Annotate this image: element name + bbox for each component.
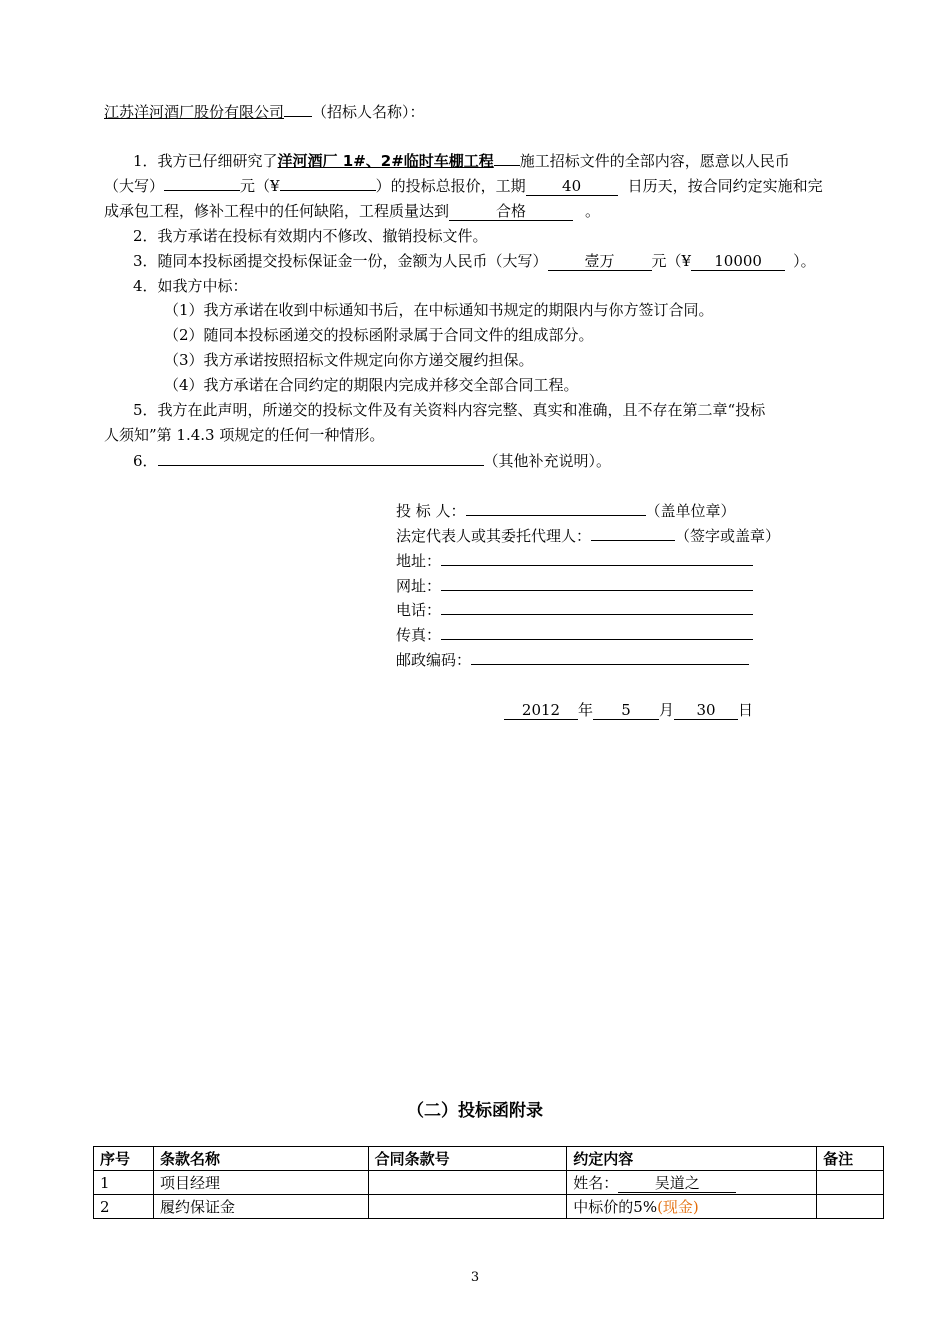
- row-number: 1: [94, 1171, 154, 1195]
- remark: [817, 1171, 884, 1195]
- clause-name: 项目经理: [153, 1171, 368, 1195]
- clause4-intro: 4．如我方中标：: [133, 277, 248, 295]
- column-header: 合同条款号: [368, 1147, 567, 1171]
- phone-line: 电话：: [396, 599, 753, 621]
- remark: [817, 1195, 884, 1219]
- clause4-item: （3）我方承诺按照招标文件规定向你方递交履约担保。: [164, 351, 534, 369]
- clause4-item: （1）我方承诺在收到中标通知书后，在中标通知书规定的期限内与你方签订合同。: [164, 301, 714, 319]
- deposit-words: 壹万: [548, 252, 652, 271]
- duration-value: 40: [526, 177, 618, 196]
- agreed-content: 姓名： 吴道之: [567, 1171, 817, 1195]
- appendix-table: [93, 1146, 884, 1219]
- phone-field[interactable]: [441, 614, 753, 615]
- clause4-item: （2）随同本投标函递交的投标函附录属于合同文件的组成部分。: [164, 326, 594, 344]
- table-row: [94, 1171, 884, 1195]
- payment-method: (现金): [657, 1198, 699, 1216]
- clause2: 2．我方承诺在投标有效期内不修改、撤销投标文件。: [133, 227, 488, 245]
- project-name: 洋河酒厂 1#、2#临时车棚工程: [277, 152, 494, 170]
- clause-number: [368, 1195, 567, 1219]
- clause3: 3．随同本投标函提交投标保证金一份，金额为人民币（大写） 壹万 元（¥ 10000 ）。: [133, 252, 816, 270]
- column-header: 约定内容: [567, 1147, 817, 1171]
- representative-field[interactable]: [591, 540, 675, 541]
- table-row: [94, 1195, 884, 1219]
- website-line: 网址：: [396, 575, 753, 597]
- postcode-field[interactable]: [471, 664, 749, 665]
- address-field[interactable]: [441, 565, 753, 566]
- column-header: 备注: [817, 1147, 884, 1171]
- manager-name: 吴道之: [618, 1174, 736, 1193]
- agreed-content: 中标价的5%(现金): [567, 1195, 817, 1219]
- column-header: 条款名称: [153, 1147, 368, 1171]
- date-line: 2012 年 5 月 30 日: [504, 699, 753, 721]
- recipient-suffix: （招标人名称）：: [312, 103, 425, 121]
- recipient-name: 江苏洋河酒厂股份有限公司: [104, 103, 285, 121]
- clause4-item: （4）我方承诺在合同约定的期限内完成并移交全部合同工程。: [164, 376, 579, 394]
- address-line: 地址：: [396, 550, 753, 572]
- fax-field[interactable]: [441, 639, 753, 640]
- quality-value: 合格: [449, 202, 573, 221]
- page-number: 3: [470, 1270, 480, 1285]
- clause5-line2: 人须知”第 1.4.3 项规定的任何一种情形。: [104, 426, 385, 444]
- fax-line: 传真：: [396, 624, 753, 646]
- date-year: 2012: [504, 701, 578, 720]
- website-field[interactable]: [441, 590, 753, 591]
- clause-name: 履约保证金: [153, 1195, 368, 1219]
- table-header-row: [94, 1147, 884, 1171]
- date-month: 5: [593, 701, 659, 720]
- appendix-title: （二）投标函附录: [407, 1101, 543, 1121]
- bidder-field[interactable]: [466, 515, 646, 516]
- representative-line: 法定代表人或其委托代理人： （签字或盖章）: [396, 527, 781, 545]
- clause1-line2: （大写） 元（¥ ）的投标总报价，工期 40 日历天，按合同约定实施和完: [104, 177, 823, 195]
- bidder-line: 投 标 人： （盖单位章）: [396, 502, 736, 520]
- total-price-words-blank: [164, 190, 240, 191]
- clause6: 6． （其他补充说明）。: [133, 452, 612, 470]
- clause5-line1: 5．我方在此声明，所递交的投标文件及有关资料内容完整、真实和准确，且不存在第二章“投标: [133, 401, 766, 419]
- supplement-blank[interactable]: [158, 465, 484, 466]
- deposit-number: 10000: [691, 252, 785, 271]
- row-number: 2: [94, 1195, 154, 1219]
- column-header: 序号: [94, 1147, 154, 1171]
- total-price-number-blank: [280, 190, 376, 191]
- postcode-line: 邮政编码：: [396, 649, 749, 671]
- clause-number: [368, 1171, 567, 1195]
- clause1-line3: 成承包工程，修补工程中的任何缺陷，工程质量达到 合格 。: [104, 202, 601, 220]
- clause1-line1: 1．我方已仔细研究了洋河酒厂 1#、2#临时车棚工程 施工招标文件的全部内容，愿意以人民币: [133, 152, 790, 170]
- date-day: 30: [674, 701, 738, 720]
- recipient-line: [104, 101, 425, 123]
